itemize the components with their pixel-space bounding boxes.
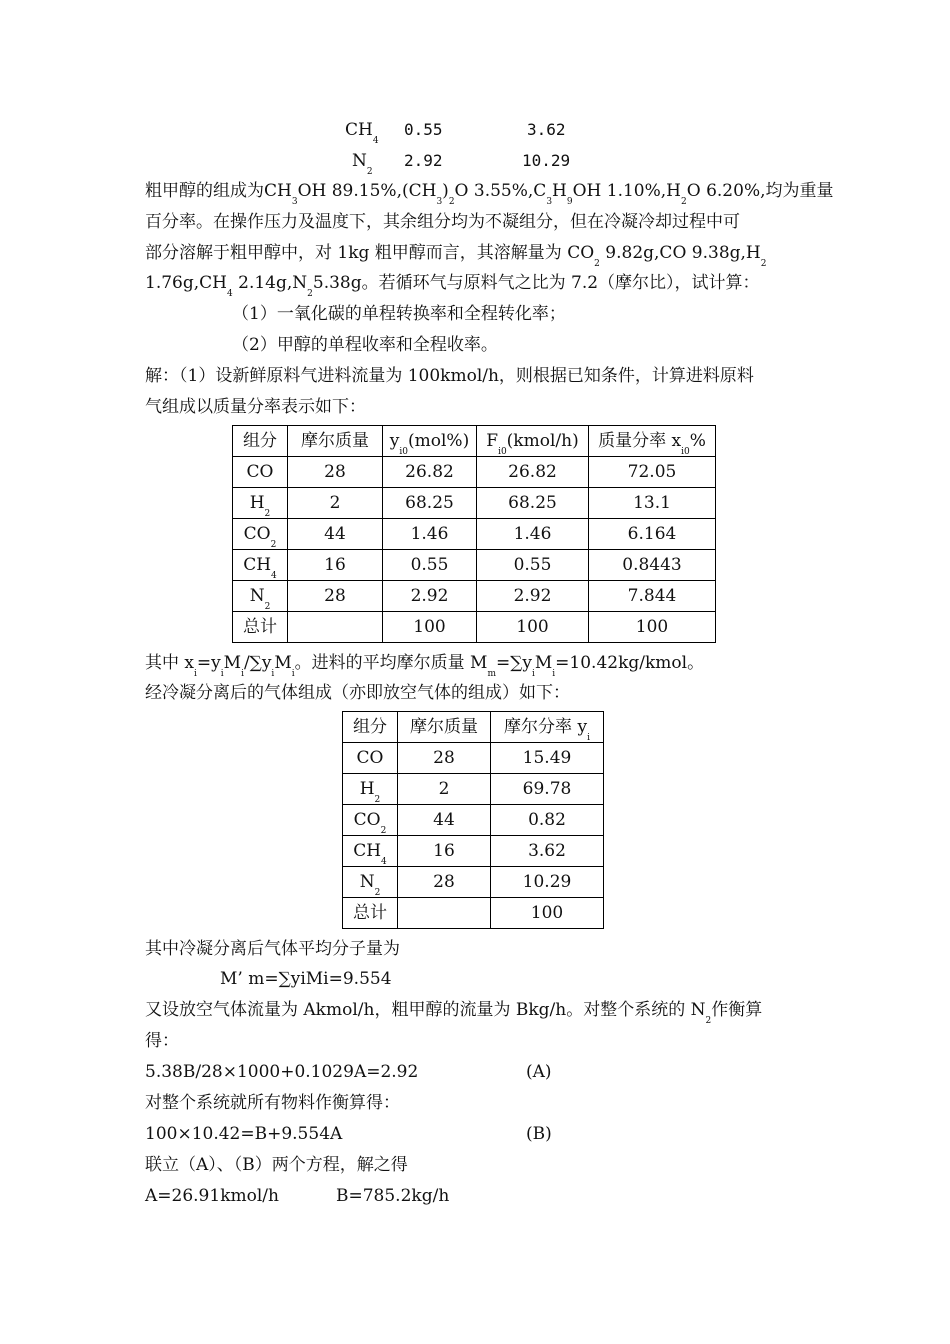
text: 摩尔分率 y [504,716,588,737]
table-cell: 100 [491,898,604,929]
note2: 经冷凝分离后的气体组成（亦即放空气体的组成）如下： [145,683,570,703]
solution-line1: 解：（1）设新鲜原料气进料流量为 100kmol/h，则根据已知条件，计算进料原料 [145,366,754,386]
para-c: 联立（A）、（B）两个方程，解之得 [145,1155,408,1175]
table-cell: 总计 [343,898,398,929]
result-a: A=26.91kmol/h [145,1186,279,1206]
table-cell [398,898,491,929]
table-cell: 68.25 [383,488,477,519]
table-row [343,898,604,929]
table-row [343,774,604,805]
text: ) [442,181,449,201]
sub: i0 [399,446,408,457]
table-header: 组分 [233,426,288,457]
sub: 9 [566,197,573,207]
table-cell: 28 [398,743,491,774]
table-cell [233,581,288,612]
sub: 2 [705,1016,712,1026]
top-row-value: 2.92 [404,151,443,170]
table-cell: 2 [398,774,491,805]
table-cell [343,743,398,774]
table-cell: 15.49 [491,743,604,774]
text: N [249,585,265,606]
text: M [534,653,553,673]
text: =∑y [495,653,532,673]
table-cell: 总计 [233,612,288,643]
text: F [486,430,499,451]
table-header: 组分 [343,712,398,743]
top-row-sub: 2 [366,167,373,177]
equation-b: 100×10.42=B+9.554A [145,1124,343,1144]
text: M [274,653,292,673]
table-row [343,805,604,836]
table-cell [233,457,288,488]
sub: 3 [436,197,443,207]
table-row [233,519,716,550]
sub: 2 [264,508,271,519]
sub: 2 [681,197,687,207]
table-cell [233,550,288,581]
top-row-ch4 [345,119,379,146]
text: % [689,430,706,451]
text: M [223,653,242,673]
sub: i0 [681,446,690,457]
sub: i [271,669,275,679]
table-cell: 2.92 [383,581,477,612]
text: 2.14g,N [232,273,308,293]
table-cell [343,836,398,867]
top-row-name: N [352,151,367,171]
table-header [383,426,477,457]
text: 质量分率 x [598,430,682,451]
text: 。进料的平均摩尔质量 M [294,653,488,673]
table-cell: 13.1 [589,488,716,519]
sub: i [587,732,590,743]
text: 作衡算 [711,1000,763,1020]
text: OH 1.10%,H [572,181,682,201]
text: CO [356,747,384,768]
table-header: 摩尔质量 [288,426,383,457]
top-row-value: 10.29 [522,151,571,170]
text: CH [243,554,272,575]
text: (mol%) [408,430,470,451]
table-cell: 6.164 [589,519,716,550]
note1 [145,652,705,679]
para1-line3 [145,242,767,269]
table-row [233,612,716,643]
equation-a-label: (A) [526,1062,552,1082]
table-cell: 0.55 [383,550,477,581]
sub: m [487,669,496,679]
sub: 2 [374,887,381,898]
equation-a: 5.38B/28×1000+0.1029A=2.92 [145,1062,419,1082]
sub: 2 [448,197,455,207]
table-cell [343,774,398,805]
question-1: （1）一氧化碳的单程转换率和全程转化率； [232,304,566,324]
table-cell: 2.92 [477,581,589,612]
table-cell: 3.62 [491,836,604,867]
sub: 2 [380,825,387,836]
text: =y [196,653,221,673]
para-b: 对整个系统就所有物料作衡算得： [145,1093,400,1113]
text: /∑y [243,653,272,673]
sub: 2 [264,601,271,612]
solution-line2: 气组成以质量分率表示如下： [145,397,366,417]
text: 粗甲醇的组成为CH [145,181,292,201]
sub: 4 [271,570,277,581]
sub: i0 [498,446,507,457]
table-cell: 1.46 [477,519,589,550]
text: H [552,181,567,201]
table-cell: 16 [398,836,491,867]
table-cell: 100 [589,612,716,643]
sub: 3 [546,197,553,207]
vent-gas-composition-table [342,711,604,929]
table-cell: 28 [398,867,491,898]
table-cell [233,519,288,550]
result-b: B=785.2kg/h [336,1186,450,1206]
sub: 2 [307,289,313,299]
top-row-value: 3.62 [527,120,566,139]
table-header [589,426,716,457]
sub: i [194,669,197,679]
table-cell: 100 [477,612,589,643]
text: CO [243,523,271,544]
table-row [233,488,716,519]
table-cell: 68.25 [477,488,589,519]
para-a [145,999,763,1026]
top-row-n2 [352,150,373,177]
text: 1.76g,CH [145,273,227,293]
table-cell: 26.82 [383,457,477,488]
table-cell: 72.05 [589,457,716,488]
sub: i [220,669,224,679]
text: 其中 x [145,653,194,673]
sub: i [552,669,556,679]
text: 部分溶解于粗甲醇中，对 1kg 粗甲醇而言，其溶解量为 CO [145,243,595,263]
table-cell: 0.55 [477,550,589,581]
table-header [491,712,604,743]
after-table2: 其中冷凝分离后气体平均分子量为 [145,939,400,959]
table-cell: 0.8443 [589,550,716,581]
text: CH [353,840,382,861]
table-cell: 2 [288,488,383,519]
top-row-name: CH [345,120,373,140]
text: CO [353,809,381,830]
sub: 2 [594,259,600,269]
table-cell [233,488,288,519]
top-row-sub: 4 [372,136,379,146]
table-cell: 16 [288,550,383,581]
table-cell: 26.82 [477,457,589,488]
table-cell: 28 [288,581,383,612]
top-row-value: 0.55 [404,120,443,139]
sub: 2 [270,539,277,550]
table-cell: 28 [288,457,383,488]
sub: 2 [760,259,767,269]
table-header: 摩尔质量 [398,712,491,743]
sub: i [291,669,295,679]
table-cell [288,612,383,643]
question-2: （2）甲醇的单程收率和全程收率。 [232,335,498,355]
text: =10.42kg/kmol。 [555,653,705,673]
table-row [343,867,604,898]
text: 9.82g,CO 9.38g,H [599,243,761,263]
table-cell: 0.82 [491,805,604,836]
table-row [233,581,716,612]
sub: 4 [381,856,387,867]
table-row [233,457,716,488]
table-cell: 69.78 [491,774,604,805]
text: CO [246,461,274,482]
table-header [477,426,589,457]
text: (kmol/h) [506,430,579,451]
table-row [343,743,604,774]
sub: i [241,669,244,679]
table-row [343,836,604,867]
text: O 3.55%,C [454,181,547,201]
table-cell [343,805,398,836]
sub: 3 [291,197,298,207]
text: OH 89.15%,(CH [297,181,437,201]
table-header-row [343,712,604,743]
table-cell: 44 [398,805,491,836]
equation-b-label: (B) [526,1124,552,1144]
sub: i [531,669,535,679]
text: N [359,871,375,892]
para1-line1 [145,180,834,207]
text: 又设放空气体流量为 Akmol/h，粗甲醇的流量为 Bkg/h。对整个系统的 N [145,1000,706,1020]
table-header-row [233,426,716,457]
table-cell: 7.844 [589,581,716,612]
text: y [389,430,400,451]
para-a2: 得： [145,1031,179,1051]
table-cell: 1.46 [383,519,477,550]
text: H [249,492,265,513]
text: H [359,778,375,799]
para1-line2: 百分率。在操作压力及温度下，其余组分均为不凝组分，但在冷凝冷却过程中可 [145,212,740,232]
para1-line4 [145,272,760,299]
text: O 6.20%,均为重量 [686,181,834,201]
formula-m: M’ m=∑yiMi=9.554 [220,969,392,989]
table-cell: 44 [288,519,383,550]
feed-composition-table [232,425,716,643]
text: 5.38g。若循环气与原料气之比为 7.2（摩尔比），试计算： [312,273,760,293]
sub: 4 [226,289,233,299]
table-cell [343,867,398,898]
table-cell: 10.29 [491,867,604,898]
table-row [233,550,716,581]
table-cell: 100 [383,612,477,643]
sub: 2 [374,794,381,805]
